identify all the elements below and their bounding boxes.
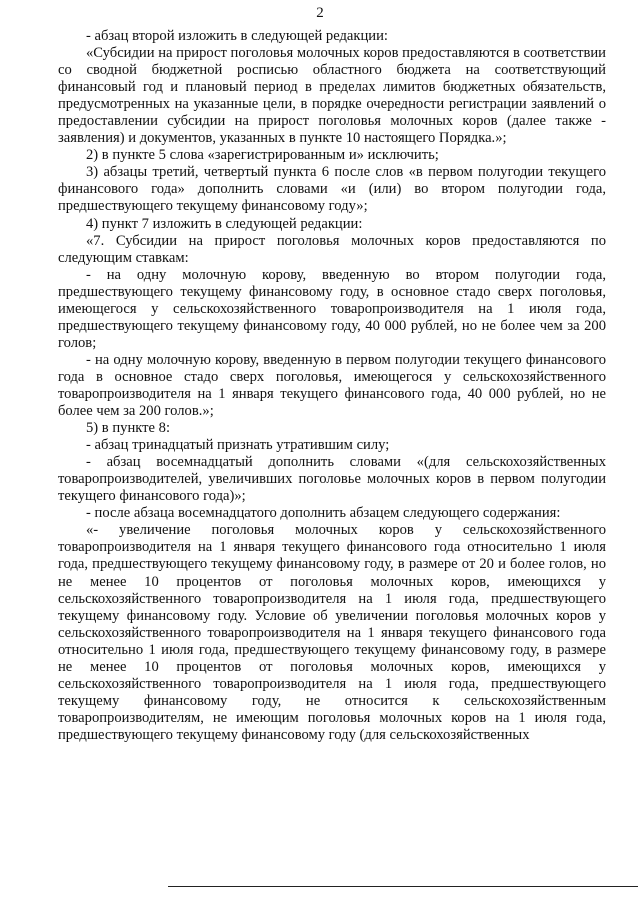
paragraph-abzac-13: - абзац тринадцатый признать утратившим силу; (86, 437, 390, 454)
paragraph-after-abzac-18: - после абзаца восемнадцатого дополнить абзацем следующего содержания: (86, 505, 561, 522)
document-body (58, 28, 606, 744)
paragraph-item-5: 5) в пункте 8: (86, 420, 171, 437)
paragraph-item-2: 2) в пункте 5 слова «зарегистрированным и» исключить; (86, 147, 439, 164)
paragraph-increase-condition: «- увеличение поголовья молочных коров у сельскохозяйственного товаропроизводителя на 1 января текущего финансового года относительно 1 июля года, предшествующего текущему финансовому году, в размере от 20 и более голов, но не менее 10 процентов от поголовья молочных коров, имеющихся у сельскохозяйственного товаропроизводителя на 1 июля года, предшествующего текущему финансовому году. Условие об увеличении поголовья молочных коров у сельскохозяйственного товаропроизводителя на 1 января текущего финансового года относительно 1 июля года, предшествующего текущему финансовому году, в размере не менее 10 процентов от поголовья молочных коров, имеющихся у сельскохозяйственного товаропроизводителя на 1 июля года, предшествующего текущему финансовому году, не относится к сельскохозяйственным товаропроизводителям, не имеющим поголовья молочных коров на 1 июля года, предшествующего текущему финансовому году (для сельскохозяйственных (58, 522, 606, 743)
paragraph-subsidies-quote: «Субсидии на прирост поголовья молочных коров предоставляются в соответствии со сводной бюджетной росписью областного бюджета на соответствующий финансовый год и плановый период в пределах лимитов бюджетных обязательств, предусмотренных на указанные цели, в порядке очередности регистрации заявлений о предоставлении субсидии на прирост поголовья молочных коров (далее также - заявления) и документов, указанных в пункте 10 настоящего Порядка.»; (58, 45, 606, 147)
paragraph-rate-first-half: - на одну молочную корову, введенную в первом полугодии текущего финансового года в основное стадо сверх поголовья, имеющегося у сельскохозяйственного товаропроизводителя на 1 января текущего финансового года, 40 000 рублей, но не более чем за 200 голов.»; (58, 351, 606, 420)
paragraph-item-3: 3) абзацы третий, четвертый пункта 6 после слов «в первом полугодии текущего финансового года» дополнить словами «и (или) во втором полугодии года, предшествующего текущему финансовому году»; (58, 164, 606, 215)
bottom-divider (168, 886, 638, 887)
page-number: 2 (316, 5, 324, 21)
paragraph-rate-second-half: - на одну молочную корову, введенную во втором полугодии года, предшествующего текущему финансовому году, в основное стадо сверх поголовья, имеющегося у сельскохозяйственного товаропроизводителя на 1 июля года, предшествующего текущему финансовому году, 40 000 рублей, но не более чем за 200 голов; (58, 266, 606, 351)
paragraph-item-4: 4) пункт 7 изложить в следующей редакции: (86, 215, 363, 232)
paragraph-abzac-18: - абзац восемнадцатый дополнить словами «(для сельскохозяйственных товаропроизводителей, увеличивших поголовье молочных коров в первом полугодии текущего финансового года)»; (58, 454, 606, 505)
paragraph-amend-second-abzac: - абзац второй изложить в следующей редакции: (86, 28, 388, 44)
paragraph-point-7: «7. Субсидии на прирост поголовья молочных коров предоставляются по следующим ставкам: (58, 232, 606, 266)
